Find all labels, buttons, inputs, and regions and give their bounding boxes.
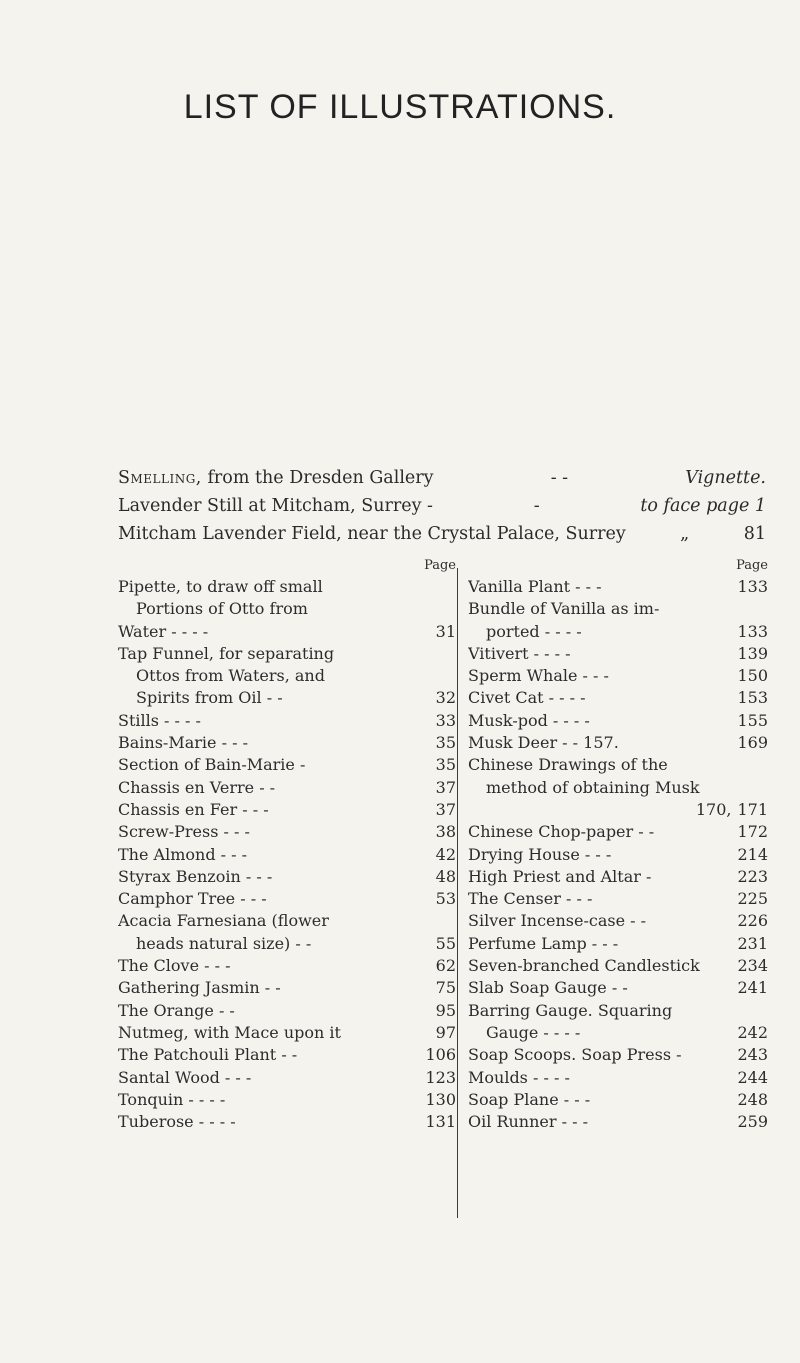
list-item	[118, 1089, 456, 1111]
entry-page-number: 214	[737, 844, 768, 864]
entry-title: The Clove - - -	[118, 956, 231, 976]
list-item	[468, 621, 768, 643]
entry-title: Pipette, to draw off small	[118, 577, 323, 596]
list-item	[118, 576, 456, 598]
entry-page-number: 242	[737, 1022, 768, 1042]
list-item	[118, 643, 456, 665]
entry-title: The Patchouli Plant - -	[118, 1045, 298, 1065]
list-item	[468, 732, 768, 754]
entry-page-number: 95	[435, 1000, 456, 1020]
entry-page-number: 123	[425, 1067, 456, 1087]
entry-title: Ottos from Waters, and	[136, 666, 325, 686]
page-column-header: Page	[424, 558, 456, 573]
list-item	[468, 1089, 768, 1111]
entry-title: method of obtaining Musk	[486, 777, 700, 797]
entry-page-number: 133	[737, 577, 768, 596]
entry-page-number: 248	[737, 1089, 768, 1109]
entry-page-number: 153	[737, 688, 768, 708]
list-item	[468, 821, 768, 843]
entry-title: Drying House - - -	[468, 844, 612, 864]
entry-text: from the Dresden Gallery	[201, 468, 434, 488]
entry-title: Chassis en Verre - -	[118, 777, 276, 797]
entry-title: Silver Incense-case - -	[468, 911, 647, 931]
entry-title: The Censer - - -	[468, 889, 593, 909]
list-item	[118, 1067, 456, 1089]
entry-title: Gathering Jasmin - -	[118, 978, 281, 998]
entry-title: Moulds - - - -	[468, 1067, 570, 1087]
entry-title: Tonquin - - - -	[118, 1089, 226, 1109]
right-column	[468, 556, 768, 1133]
entry-page-number	[426, 910, 456, 932]
entry-page-number	[738, 777, 768, 799]
entry-page-number: 171	[737, 799, 768, 819]
entry-page-number: 223	[737, 866, 768, 886]
entry-title: Water - - - -	[118, 621, 209, 641]
left-column	[118, 556, 456, 1133]
entry-page-number: 31	[435, 621, 456, 641]
entry-page-number: 225	[737, 889, 768, 909]
entry-title: Perfume Lamp - - -	[468, 933, 619, 953]
entry-page: 81	[743, 524, 766, 544]
entry-page-number: 42	[435, 844, 456, 864]
entry-title: Musk Deer - - 157.	[468, 733, 619, 753]
entry-page-number: 241	[737, 978, 768, 998]
entry-page-number	[426, 598, 456, 620]
entry-title: Chinese Chop-paper - -	[468, 822, 655, 842]
featured-line	[118, 492, 766, 520]
list-item	[118, 1000, 456, 1022]
entry-page-number: 259	[737, 1112, 768, 1132]
list-item	[118, 1044, 456, 1066]
entry-dashes: -	[533, 496, 540, 516]
entry-page-number: 55	[435, 933, 456, 953]
entry-page-number: 150	[737, 666, 768, 686]
entry-text: Lavender Still at Mitcham, Surrey -	[118, 496, 433, 516]
entry-page-number	[738, 754, 768, 776]
list-item	[468, 643, 768, 665]
featured-line	[118, 520, 766, 548]
list-item	[118, 754, 456, 776]
featured-line	[118, 464, 766, 492]
entry-title: Acacia Farnesiana (flower	[118, 911, 329, 931]
entry-page-number: 32	[435, 688, 456, 708]
list-item	[468, 799, 768, 821]
entry-page-number: 226	[737, 911, 768, 931]
list-item	[118, 598, 456, 620]
list-item	[118, 955, 456, 977]
list-item	[468, 687, 768, 709]
list-item	[468, 1111, 768, 1133]
list-item	[118, 621, 456, 643]
list-item	[468, 1000, 768, 1022]
entry-page-number: 62	[435, 956, 456, 976]
entry-title: Musk-pod - - - -	[468, 710, 590, 730]
entry-page-number: 33	[435, 710, 456, 730]
entry-title: Vanilla Plant - - -	[468, 577, 602, 596]
entry-page-number: 75	[435, 978, 456, 998]
entry-title: Seven-branched Candlestick	[468, 956, 700, 976]
entry-page: Vignette.	[685, 468, 766, 488]
entry-page: to face page 1	[640, 496, 766, 516]
list-item	[468, 754, 768, 776]
entry-title: Nutmeg, with Mace upon it	[118, 1022, 341, 1042]
entry-page-number: 38	[435, 822, 456, 842]
entry-page-number: 37	[435, 777, 456, 797]
entry-title: Bains-Marie - - -	[118, 733, 248, 753]
list-item	[468, 910, 768, 932]
entry-title: The Orange - -	[118, 1000, 235, 1020]
entry-page-number: 244	[737, 1067, 768, 1087]
entry-page-number: 234	[737, 956, 768, 976]
entry-title: 170,	[695, 799, 732, 819]
list-item	[468, 844, 768, 866]
entry-title: Barring Gauge. Squaring	[468, 1000, 673, 1020]
entry-page-number	[426, 576, 456, 598]
list-item	[118, 821, 456, 843]
entry-title: Bundle of Vanilla as im-	[468, 599, 660, 619]
entry-lead-smallcaps: Smelling,	[118, 468, 202, 488]
entry-page-number: 35	[435, 733, 456, 753]
entry-dashes: - -	[550, 468, 569, 488]
page-title: LIST OF ILLUSTRATIONS.	[183, 88, 617, 126]
list-item	[468, 1067, 768, 1089]
list-item	[118, 777, 456, 799]
entry-title: Oil Runner - - -	[468, 1112, 588, 1132]
entry-title: Vitivert - - - -	[468, 643, 571, 663]
entry-page-number	[426, 665, 456, 687]
list-item	[468, 977, 768, 999]
column-divider	[457, 568, 458, 1218]
entry-page-number: 169	[737, 733, 768, 753]
entry-title: Screw-Press - - -	[118, 822, 250, 842]
entry-page-number: 139	[737, 643, 768, 663]
entry-page-number: 130	[425, 1089, 456, 1109]
entry-page-number: 97	[435, 1022, 456, 1042]
entry-title: Portions of Otto from	[136, 599, 308, 619]
featured-illustrations	[118, 464, 766, 548]
entry-title: Santal Wood - - -	[118, 1067, 252, 1087]
list-item	[468, 665, 768, 687]
list-item	[468, 710, 768, 732]
entry-page-number	[738, 1000, 768, 1022]
list-item	[118, 888, 456, 910]
list-item	[118, 732, 456, 754]
entry-title: The Almond - - -	[118, 844, 248, 864]
entry-dashes: „	[680, 524, 690, 544]
entry-page-number: 53	[435, 889, 456, 909]
entry-title: Slab Soap Gauge - -	[468, 978, 628, 998]
entry-page-number: 133	[737, 621, 768, 641]
entry-title: Tap Funnel, for separating	[118, 643, 335, 663]
entry-page-number	[738, 598, 768, 620]
entry-page-number: 231	[737, 933, 768, 953]
list-item	[118, 799, 456, 821]
entry-title: Spirits from Oil - -	[136, 688, 283, 708]
list-item	[468, 955, 768, 977]
list-item	[118, 910, 456, 932]
entry-title: Section of Bain-Marie -	[118, 755, 306, 775]
entry-title: Civet Cat - - - -	[468, 688, 586, 708]
entry-page-number: 172	[737, 822, 768, 842]
entry-title: High Priest and Altar -	[468, 866, 652, 886]
entry-title: Styrax Benzoin - - -	[118, 866, 273, 886]
entry-page-number: 155	[737, 710, 768, 730]
entry-title: Soap Plane - - -	[468, 1089, 591, 1109]
entry-page-number: 35	[435, 755, 456, 775]
entry-page-number: 106	[425, 1045, 456, 1065]
list-item	[118, 866, 456, 888]
entry-page-number: 243	[737, 1045, 768, 1065]
list-item	[468, 866, 768, 888]
entry-title: Chassis en Fer - - -	[118, 799, 269, 819]
list-item	[468, 1022, 768, 1044]
entry-title: ported - - - -	[486, 621, 582, 641]
list-item	[118, 1111, 456, 1133]
list-item	[118, 665, 456, 687]
list-item	[468, 576, 768, 598]
entry-title: Gauge - - - -	[486, 1022, 581, 1042]
entry-title: Sperm Whale - - -	[468, 666, 609, 686]
list-item	[118, 844, 456, 866]
list-item	[118, 977, 456, 999]
list-item	[468, 598, 768, 620]
entry-page-number	[426, 643, 456, 665]
list-item	[468, 888, 768, 910]
page-column-header: Page	[736, 558, 768, 573]
entry-title: heads natural size) - -	[136, 933, 312, 953]
list-item	[118, 687, 456, 709]
entry-title: Soap Scoops. Soap Press -	[468, 1045, 682, 1065]
entry-title: Chinese Drawings of the	[468, 755, 668, 775]
list-item	[468, 777, 768, 799]
list-item	[118, 933, 456, 955]
entry-page-number: 131	[425, 1112, 456, 1132]
list-item	[468, 933, 768, 955]
list-item	[118, 1022, 456, 1044]
list-item	[118, 710, 456, 732]
entry-title: Stills - - - -	[118, 710, 201, 730]
entry-title: Tuberose - - - -	[118, 1112, 236, 1132]
list-item	[468, 1044, 768, 1066]
entry-page-number: 48	[435, 866, 456, 886]
entry-title: Camphor Tree - - -	[118, 889, 267, 909]
entry-text: Mitcham Lavender Field, near the Crystal Palace, Surrey	[118, 524, 626, 544]
entry-page-number: 37	[435, 799, 456, 819]
